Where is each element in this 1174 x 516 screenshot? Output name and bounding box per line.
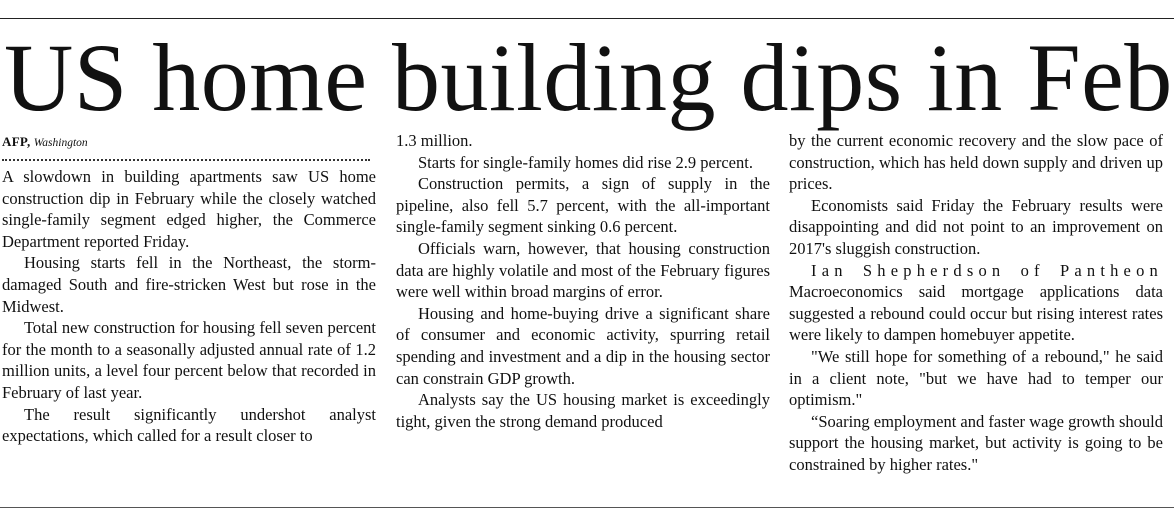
- paragraph: 1.3 million.: [396, 131, 473, 150]
- byline: [2, 132, 376, 153]
- paragraph: by the current economic recovery and the slow pace of construction, which has held down supply and driven up prices.: [789, 131, 1163, 194]
- paragraph: Starts for single-family homes did rise 2.9 percent.: [418, 152, 753, 172]
- paragraph: Ian Shepherdson of Pantheon: [811, 260, 1163, 280]
- paragraph: Analysts say the US housing market is exceedingly tight, given the strong demand produced: [396, 390, 770, 431]
- clipped-text-above-rule: [130, 0, 440, 4]
- paragraph: "We still hope for something of a rebound," he said in a client note, "but we have had to temper our optimism.": [789, 346, 1163, 410]
- paragraph: Housing starts fell in the Northeast, the storm-damaged South and fire-stricken West but rose in the Midwest.: [2, 253, 376, 316]
- article-column-1: [2, 132, 376, 447]
- dotted-divider: [2, 159, 370, 161]
- paragraph: Construction permits, a sign of supply in the pipeline, also fell 5.7 percent, with the all-important single-family segment sinking 0.6 percent.: [396, 174, 770, 237]
- paragraph: Total new construction for housing fell seven percent for the month to a seasonally adjusted annual rate of 1.2 million units, a level four percent below that recorded in February of last year.: [2, 318, 376, 402]
- byline-agency: AFP,: [2, 134, 31, 149]
- article-column-2: [396, 130, 770, 432]
- paragraph: Economists said Friday the February results were disappointing and did not point to an improvement on 2017's sluggish construction.: [789, 195, 1163, 258]
- headline: US home building dips in Feb: [4, 24, 1173, 131]
- paragraph: The result significantly undershot analyst expectations, which called for a result closer to: [2, 404, 376, 446]
- paragraph: A slowdown in building apartments saw US home construction dip in February while the closely watched single-family segment edged higher, the Commerce Department reported Friday.: [2, 167, 376, 251]
- article-column-3: [789, 130, 1163, 476]
- paragraph: “Soaring employment and faster wage growth should support the housing market, but activity is going to be constrained by higher rates.": [789, 411, 1163, 474]
- paragraph: Macroeconomics said mortgage applications data suggested a rebound could occur but rising interest rates were likely to dampen homebuyer appetite.: [789, 282, 1163, 345]
- top-rule: [0, 18, 1174, 19]
- byline-place: Washington: [33, 137, 88, 149]
- paragraph: Officials warn, however, that housing construction data are highly volatile and most of the February figures were well within broad margins of error.: [396, 238, 770, 302]
- paragraph: Housing and home-buying drive a significant share of consumer and economic activity, spurring retail spending and investment and a dip in the housing sector can constrain GDP growth.: [396, 303, 770, 388]
- bottom-rule: [0, 507, 1174, 508]
